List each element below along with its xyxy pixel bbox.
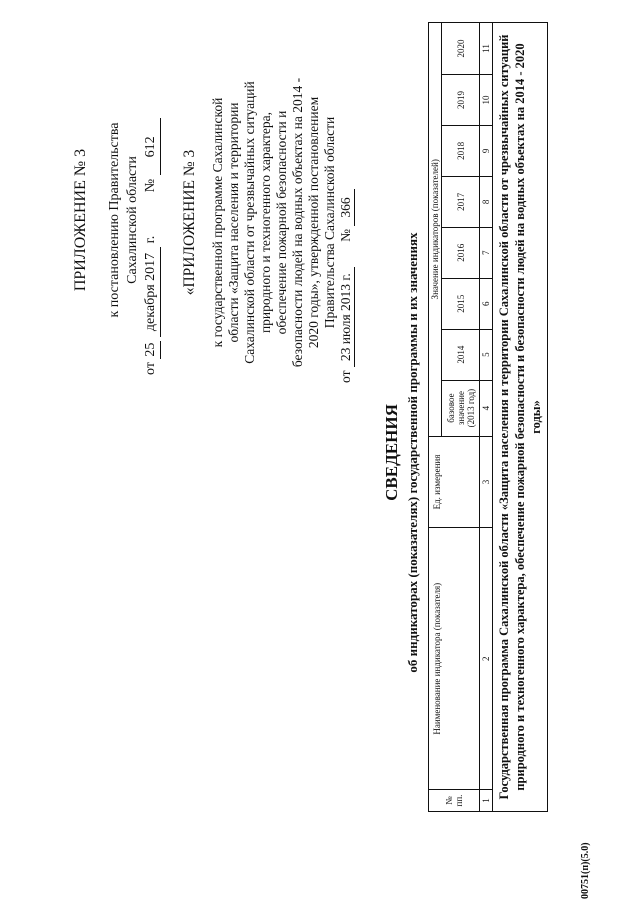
year-header: 2015 xyxy=(442,278,480,329)
decree-number: 612 xyxy=(142,118,161,175)
col-number: 8 xyxy=(480,176,493,227)
appendix3-date: 23 июля 2013 г. xyxy=(338,267,355,367)
col-number: 3 xyxy=(480,436,493,528)
col-number: 2 xyxy=(480,528,493,790)
program-row xyxy=(493,23,548,812)
appendix-line1: к постановлению Правительства xyxy=(107,122,122,318)
appendix3-block xyxy=(182,50,355,395)
document-title: СВЕДЕНИЯ xyxy=(382,404,401,501)
appendix3-line: природного и техногенного характера, xyxy=(258,111,273,334)
col-unit-header: Ед. измерения xyxy=(429,436,480,528)
year-header: 2016 xyxy=(442,227,480,278)
values-group-header: Значение индикаторов (показателей) xyxy=(429,23,442,437)
col-number: 1 xyxy=(480,790,493,812)
appendix3-line: 2020 годы», утвержденной постановлением xyxy=(306,96,321,349)
appendix3-line: обеспечение пожарной безопасности и xyxy=(274,110,289,335)
col-name-header: Наименование индикатора (показателя) xyxy=(429,528,480,790)
appendix3-line: области «Защита населения и территории xyxy=(226,102,241,343)
col-number: 10 xyxy=(480,74,493,125)
col-no-header: № пп. xyxy=(429,790,480,812)
appendix3-date-line xyxy=(338,50,355,395)
appendix3-line: Правительства Сахалинской области xyxy=(322,116,337,329)
date-month-year: декабря 2017 xyxy=(142,247,161,337)
appendix-block xyxy=(72,55,161,385)
col-number: 9 xyxy=(480,125,493,176)
appendix3-date-prefix: от xyxy=(338,370,353,383)
appendix3-line: безопасности людей на водных объектах на 2014 - xyxy=(290,77,305,368)
num-sign: № xyxy=(143,178,158,193)
date-day: 25 xyxy=(142,341,161,359)
appendix3-lines xyxy=(210,50,338,395)
date-g: г. xyxy=(143,235,158,244)
col-number: 11 xyxy=(480,23,493,75)
column-numbers-row xyxy=(480,23,493,812)
appendix-title: ПРИЛОЖЕНИЕ № 3 xyxy=(72,148,89,292)
appendix3-line: Сахалинской области от чрезвычайных ситуаций xyxy=(242,81,257,364)
base-value-header: базовое значение (2013 год) xyxy=(442,380,480,436)
document-subtitle: об индикаторах (показателях) государственной программы и их значениях xyxy=(405,232,420,673)
col-number: 6 xyxy=(480,278,493,329)
appendix3-line: к государственной программе Сахалинской xyxy=(210,97,225,348)
col-number: 5 xyxy=(480,329,493,380)
document-code: 00751(п)(5.0) xyxy=(580,842,591,899)
program-title-cell: Государственная программа Сахалинской области «Защита населения и территории Сахалинской области от чрезвычайных ситуаций природного и техногенного характера, обеспечение пожарной безопасности и безопасности людей на водных объектах на 2014 - 2020 годы» xyxy=(493,23,548,812)
indicators-table xyxy=(428,22,548,812)
col-number: 4 xyxy=(480,380,493,436)
year-header: 2014 xyxy=(442,329,480,380)
date-prefix: от xyxy=(143,362,158,375)
appendix3-title: «ПРИЛОЖЕНИЕ № 3 xyxy=(181,149,198,296)
appendix3-number: 366 xyxy=(338,189,355,225)
year-header: 2018 xyxy=(442,125,480,176)
year-header: 2019 xyxy=(442,74,480,125)
year-header: 2017 xyxy=(442,176,480,227)
appendix-line2: Сахалинской области xyxy=(125,156,140,284)
year-header: 2020 xyxy=(442,23,480,75)
appendix-date-line xyxy=(142,55,161,385)
appendix3-num-sign: № xyxy=(338,228,353,242)
header-row-1 xyxy=(429,23,442,812)
col-number: 7 xyxy=(480,227,493,278)
